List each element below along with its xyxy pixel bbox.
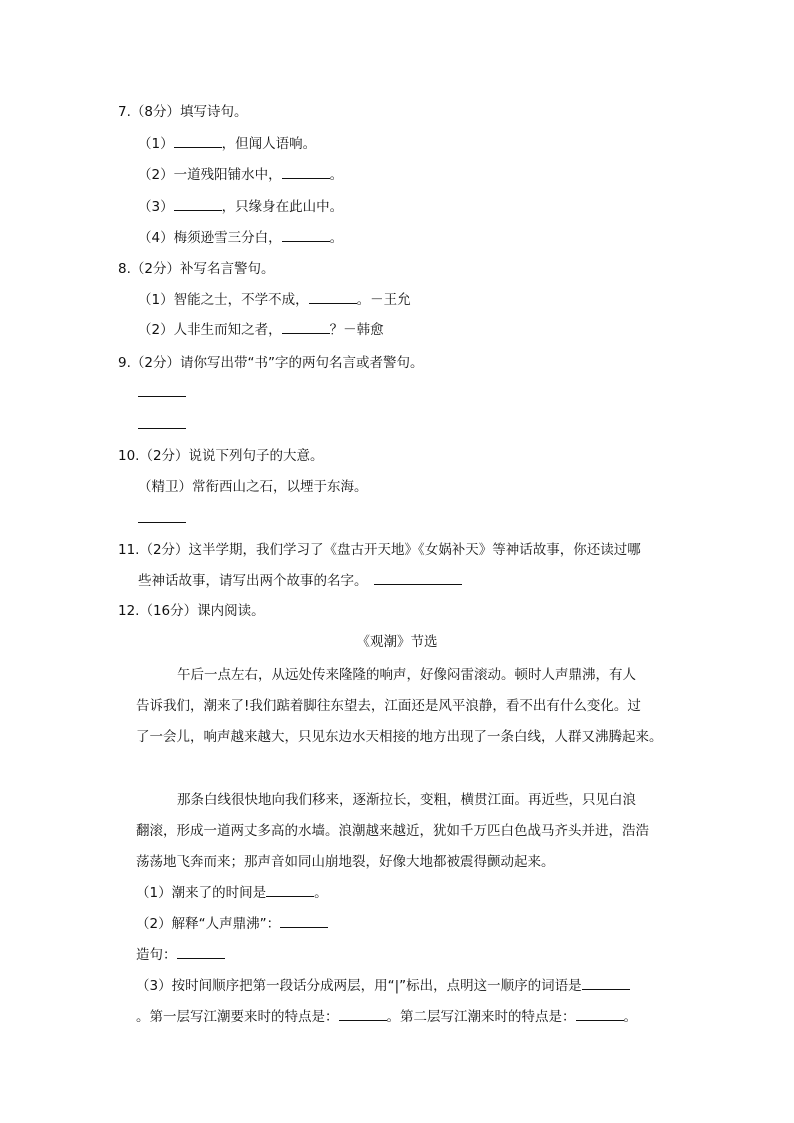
answer-blank[interactable]	[174, 198, 222, 211]
question-7-item-3	[138, 198, 343, 216]
question-12-sub-2-sentence	[136, 946, 225, 964]
answer-blank[interactable]	[374, 572, 462, 585]
item-text: ，只缘身在此山中。	[221, 199, 344, 215]
question-10-answer	[138, 510, 186, 528]
question-11-heading: 11.（2分）这半学期，我们学习了《盘古开天地》《女娲补天》等神话故事，你还读过哪	[118, 542, 641, 558]
passage-para-2-line-2: 翻滚，形成一道两丈多高的水墙。浪潮越来越近，犹如千万匹白色战马齐头并进，浩浩	[136, 823, 649, 839]
item-prefix: （2）	[138, 167, 174, 183]
item-text: 梅须逊雪三分白，	[173, 230, 282, 246]
question-11-line-2	[138, 572, 462, 590]
question-9-heading: 9.（2分）请你写出带“书”字的两句名言或者警句。	[118, 355, 424, 371]
answer-blank[interactable]	[266, 884, 314, 897]
item-text: 。第一层写江潮要来时的特点是：	[136, 1009, 339, 1025]
answer-blank[interactable]	[138, 416, 186, 429]
question-12-heading: 12.（16分）课内阅读。	[118, 603, 265, 619]
question-8-item-1	[138, 291, 411, 309]
item-text: 。	[329, 167, 344, 183]
question-9-answer-1	[138, 384, 186, 402]
item-text: 人非生而知之者，	[173, 322, 282, 338]
question-10-sentence: （精卫）常衔西山之石，以堙于东海。	[138, 479, 368, 495]
item-prefix: （3）	[138, 199, 174, 215]
item-text: （2）解释“人声鼎沸”：	[136, 916, 281, 932]
item-text: （3）按时间顺序把第一段话分成两层，用“|”标出，点明这一顺序的词语是	[136, 978, 582, 994]
item-prefix: （2）	[138, 322, 174, 338]
answer-blank[interactable]	[177, 946, 225, 959]
item-text: 。	[314, 885, 328, 901]
answer-blank[interactable]	[309, 291, 357, 304]
answer-blank[interactable]	[339, 1008, 387, 1021]
passage-title: 《观潮》节选	[356, 634, 438, 650]
passage-para-1-line-2: 告诉我们，潮来了!我们踮着脚往东望去，江面还是风平浪静，看不出有什么变化。过	[136, 698, 641, 714]
passage-para-1-line-3: 了一会儿，响声越来越大，只见东边水天相接的地方出现了一条白线，人群又沸腾起来。	[136, 729, 663, 745]
item-text: ？－韩愈	[329, 322, 384, 338]
item-text: 。第二层写江潮来时的特点是：	[386, 1009, 576, 1025]
answer-blank[interactable]	[138, 384, 186, 397]
answer-blank[interactable]	[138, 510, 186, 523]
item-text: （1）潮来了的时间是	[136, 885, 267, 901]
item-text: 。－王允	[356, 292, 411, 308]
answer-blank[interactable]	[174, 135, 222, 148]
question-12-sub-3-line-1	[136, 977, 630, 995]
answer-blank[interactable]	[582, 977, 630, 990]
answer-blank[interactable]	[282, 229, 330, 242]
answer-blank[interactable]	[282, 321, 330, 334]
question-8-item-2	[138, 321, 384, 339]
item-text: 。	[623, 1009, 637, 1025]
question-12-sub-3-line-2	[136, 1008, 637, 1026]
item-text: 造句：	[136, 947, 177, 963]
passage-para-2-line-3: 荡荡地飞奔而来；那声音如同山崩地裂，好像大地都被震得颤动起来。	[136, 854, 555, 870]
passage-para-1-line-1: 午后一点左右，从远处传来隆隆的响声，好像闷雷滚动。顿时人声鼎沸，有人	[177, 667, 636, 683]
answer-blank[interactable]	[280, 915, 328, 928]
question-7-item-4	[138, 229, 343, 247]
question-10-heading: 10.（2分）说说下列句子的大意。	[118, 448, 324, 464]
answer-blank[interactable]	[282, 166, 330, 179]
answer-blank[interactable]	[576, 1008, 624, 1021]
item-prefix: （1）	[138, 136, 174, 152]
question-12-sub-1	[136, 884, 328, 902]
question-7-item-1	[138, 135, 316, 153]
question-7-heading: 7.（8分）填写诗句。	[118, 104, 248, 120]
item-text: 。	[329, 230, 344, 246]
passage-para-2-line-1: 那条白线很快地向我们移来，逐渐拉长，变粗，横贯江面。再近些，只见白浪	[177, 792, 636, 808]
question-9-answer-2	[138, 416, 186, 434]
question-7-item-2	[138, 166, 343, 184]
item-text: 一道残阳铺水中，	[173, 167, 282, 183]
item-prefix: （4）	[138, 230, 174, 246]
question-8-heading: 8.（2分）补写名言警句。	[118, 261, 275, 277]
item-text: ，但闻人语响。	[221, 136, 317, 152]
item-prefix: （1）	[138, 292, 174, 308]
item-text: 智能之士，不学不成，	[173, 292, 309, 308]
item-text: 些神话故事，请写出两个故事的名字。	[138, 573, 368, 589]
question-12-sub-2	[136, 915, 328, 933]
